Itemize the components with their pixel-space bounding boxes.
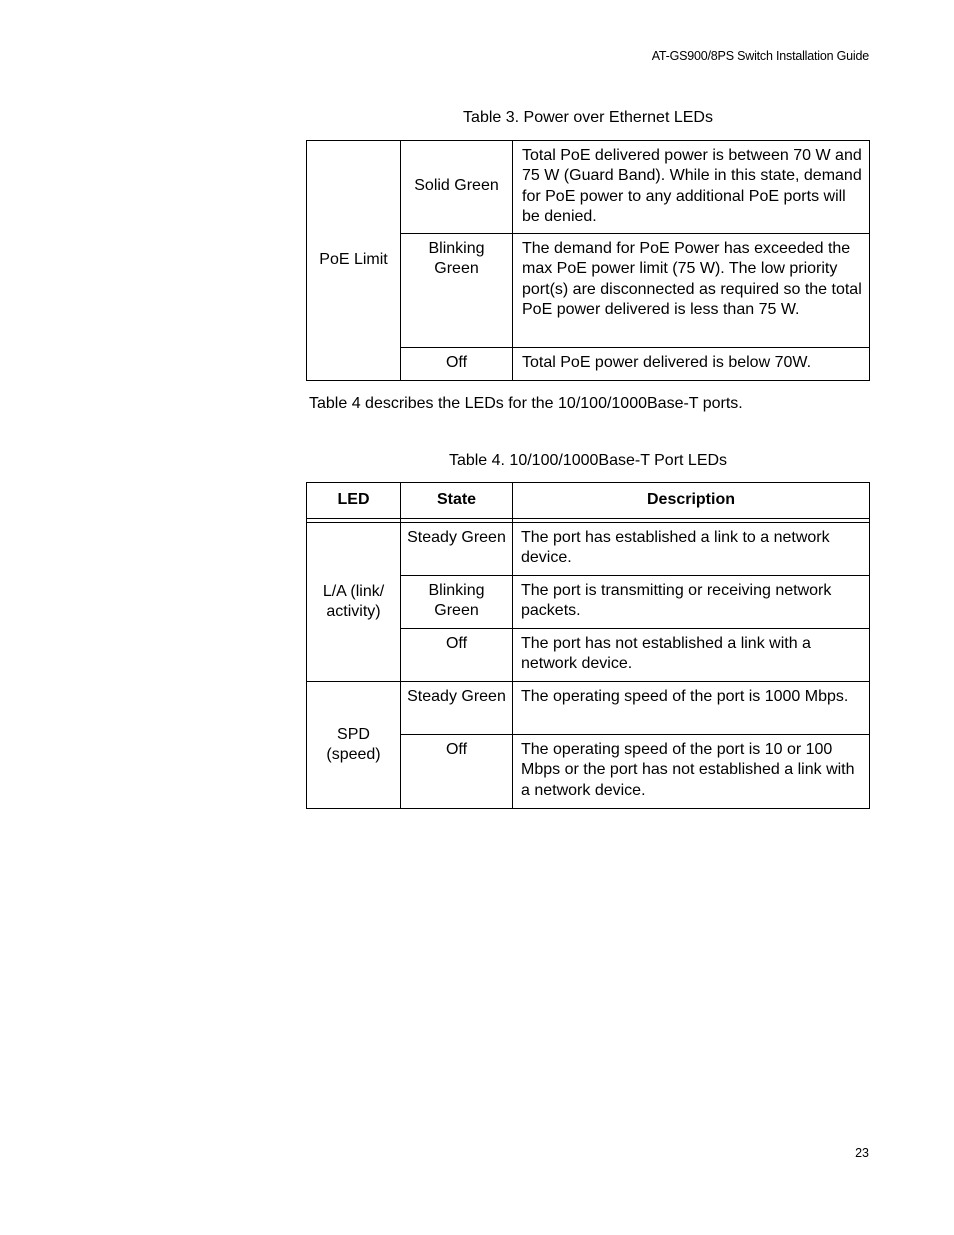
running-header: AT-GS900/8PS Switch Installation Guide — [651, 49, 869, 63]
state-cell: Blinking Green — [401, 576, 513, 629]
description-cell: Total PoE power delivered is below 70W. — [513, 348, 870, 381]
description-cell: The port is transmitting or receiving network packets. — [513, 576, 870, 629]
description-cell: Total PoE delivered power is between 70 W and 75 W (Guard Band). While in this state, demand for PoE power to any additional PoE ports will be denied. — [513, 141, 870, 234]
state-cell: Steady Green — [401, 682, 513, 735]
table-header-row — [307, 483, 870, 519]
description-cell: The port has not established a link with a network device. — [513, 629, 870, 682]
description-cell: The port has established a link to a network device. — [513, 523, 870, 576]
description-cell: The demand for PoE Power has exceeded the max PoE power limit (75 W). The low priority port(s) are disconnected as required so the total PoE power delivered is less than 75 W. — [513, 234, 870, 348]
state-cell: Off — [401, 348, 513, 381]
header-state: State — [401, 483, 513, 519]
table-3-caption: Table 3. Power over Ethernet LEDs — [463, 109, 713, 126]
state-cell: Steady Green — [401, 523, 513, 576]
port-leds-table — [306, 482, 870, 809]
led-name-cell: SPD (speed) — [307, 682, 401, 809]
description-cell: The operating speed of the port is 10 or 100 Mbps or the port has not established a link with a network device. — [513, 735, 870, 809]
state-cell: Blinking Green — [401, 234, 513, 348]
table-row — [307, 141, 870, 234]
state-cell: Off — [401, 629, 513, 682]
poe-leds-table — [306, 140, 870, 381]
table-row — [307, 523, 870, 576]
description-cell: The operating speed of the port is 1000 Mbps. — [513, 682, 870, 735]
state-cell: Solid Green — [401, 141, 513, 234]
table-row — [307, 682, 870, 735]
led-name-cell: L/A (link/ activity) — [307, 523, 401, 682]
table-4-caption: Table 4. 10/100/1000Base-T Port LEDs — [448, 452, 728, 469]
header-description: Description — [513, 483, 870, 519]
body-paragraph: Table 4 describes the LEDs for the 10/100/1000Base-T ports. — [309, 395, 743, 412]
led-name-cell: PoE Limit — [307, 141, 401, 381]
state-cell: Off — [401, 735, 513, 809]
header-led: LED — [307, 483, 401, 519]
page-number: 23 — [855, 1146, 869, 1160]
